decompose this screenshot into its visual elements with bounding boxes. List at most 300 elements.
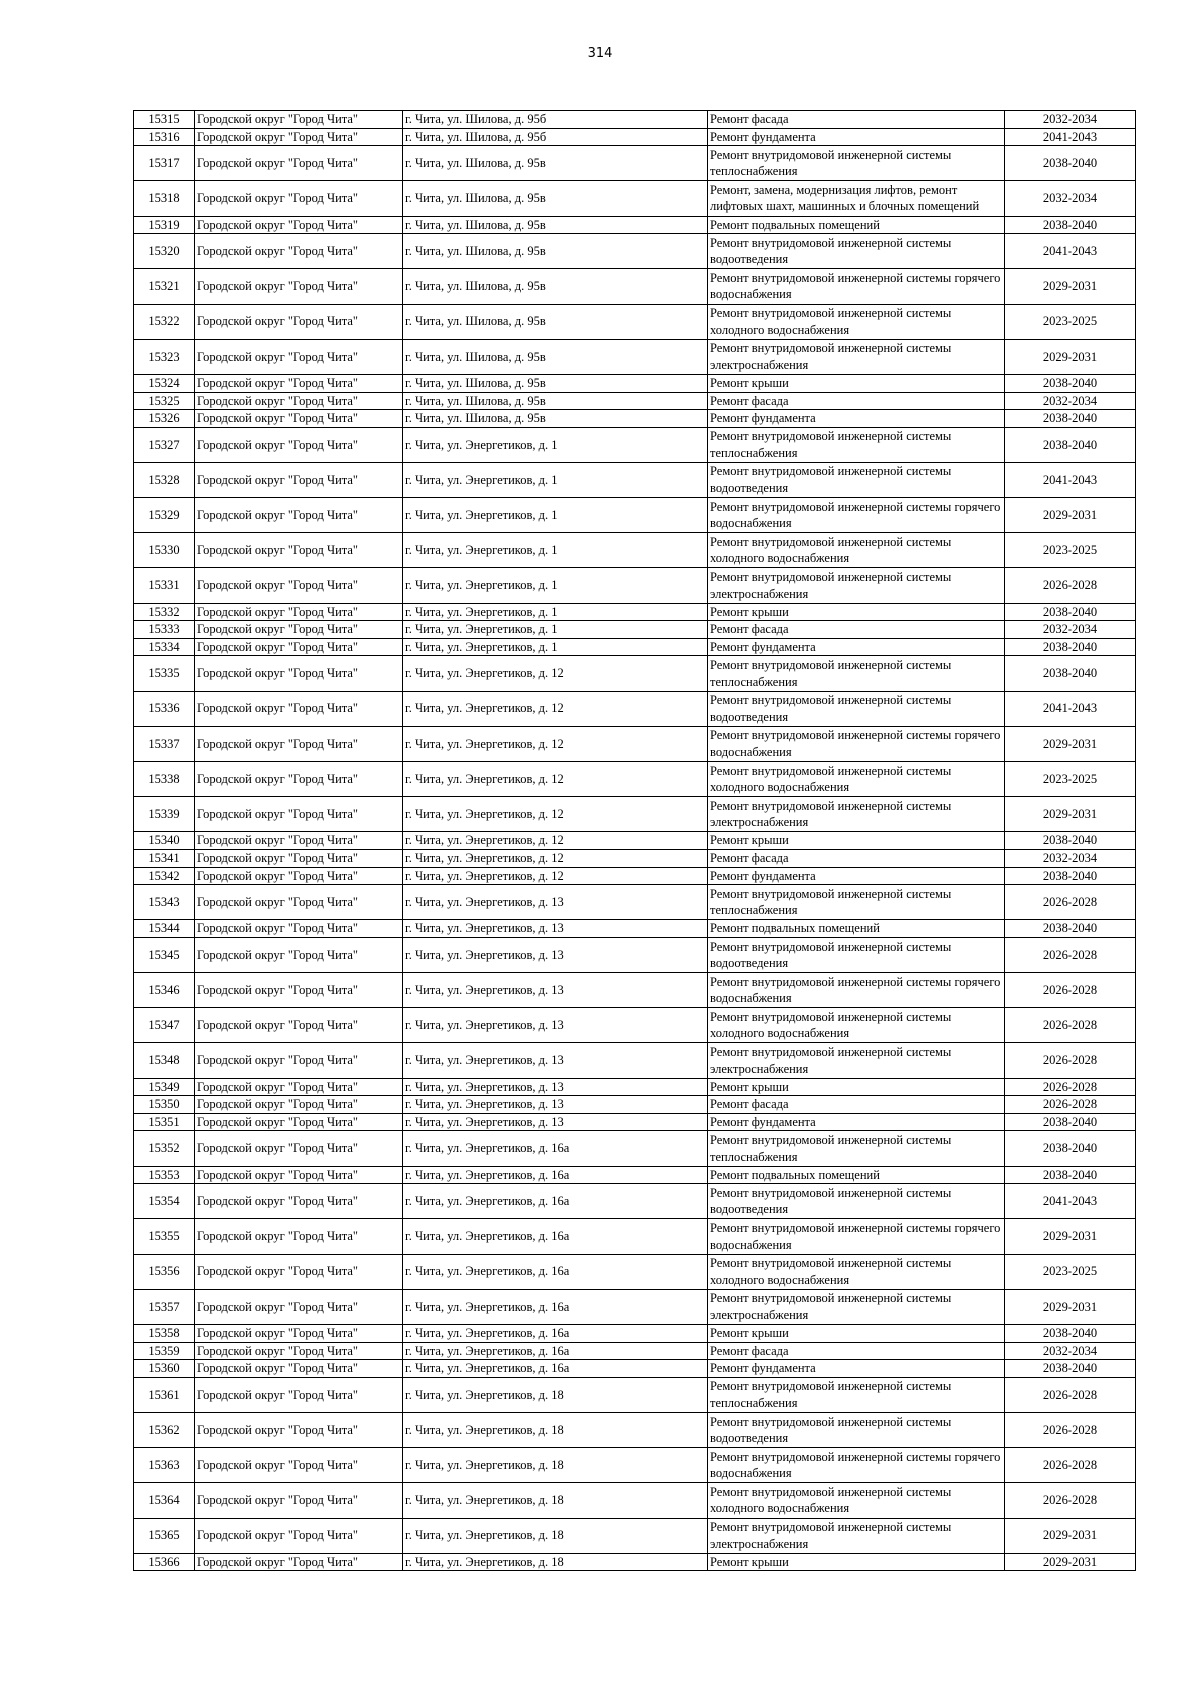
cell-number: 15342 [134, 867, 195, 885]
cell-municipality: Городской округ "Город Чита" [195, 304, 403, 339]
cell-period: 2026-2028 [1005, 1412, 1136, 1447]
cell-municipality: Городской округ "Город Чита" [195, 146, 403, 181]
table-row [134, 1483, 1136, 1518]
cell-period: 2032-2034 [1005, 392, 1136, 410]
cell-period: 2038-2040 [1005, 427, 1136, 462]
cell-address: г. Чита, ул. Энергетиков, д. 1 [403, 621, 708, 639]
table-row [134, 1219, 1136, 1254]
cell-work-type: Ремонт фундамента [708, 128, 1005, 146]
cell-period: 2038-2040 [1005, 1324, 1136, 1342]
table-row [134, 304, 1136, 339]
cell-period: 2032-2034 [1005, 1342, 1136, 1360]
repair-schedule-table [133, 110, 1136, 1571]
table-row [134, 920, 1136, 938]
cell-municipality: Городской округ "Город Чита" [195, 1113, 403, 1131]
cell-number: 15321 [134, 269, 195, 304]
cell-work-type: Ремонт внутридомовой инженерной системы холодного водоснабжения [708, 1008, 1005, 1043]
cell-municipality: Городской округ "Город Чита" [195, 1043, 403, 1078]
cell-municipality: Городской округ "Город Чита" [195, 885, 403, 920]
cell-period: 2038-2040 [1005, 832, 1136, 850]
cell-number: 15354 [134, 1184, 195, 1219]
cell-number: 15317 [134, 146, 195, 181]
table-row [134, 1113, 1136, 1131]
table-row [134, 498, 1136, 533]
cell-number: 15315 [134, 111, 195, 129]
cell-period: 2038-2040 [1005, 216, 1136, 234]
cell-period: 2026-2028 [1005, 1377, 1136, 1412]
table-row [134, 1043, 1136, 1078]
cell-work-type: Ремонт внутридомовой инженерной системы теплоснабжения [708, 656, 1005, 691]
cell-municipality: Городской округ "Город Чита" [195, 691, 403, 726]
cell-municipality: Городской округ "Город Чита" [195, 128, 403, 146]
cell-period: 2038-2040 [1005, 1360, 1136, 1378]
cell-work-type: Ремонт внутридомовой инженерной системы холодного водоснабжения [708, 533, 1005, 568]
cell-work-type: Ремонт внутридомовой инженерной системы водоотведения [708, 234, 1005, 269]
cell-work-type: Ремонт внутридомовой инженерной системы теплоснабжения [708, 146, 1005, 181]
cell-work-type: Ремонт фасада [708, 1096, 1005, 1114]
cell-number: 15345 [134, 937, 195, 972]
cell-period: 2032-2034 [1005, 111, 1136, 129]
cell-period: 2032-2034 [1005, 849, 1136, 867]
cell-municipality: Городской округ "Город Чита" [195, 498, 403, 533]
cell-number: 15349 [134, 1078, 195, 1096]
cell-address: г. Чита, ул. Энергетиков, д. 1 [403, 427, 708, 462]
cell-address: г. Чита, ул. Энергетиков, д. 1 [403, 568, 708, 603]
cell-address: г. Чита, ул. Энергетиков, д. 16а [403, 1360, 708, 1378]
cell-number: 15320 [134, 234, 195, 269]
cell-municipality: Городской округ "Город Чита" [195, 1518, 403, 1553]
cell-municipality: Городской округ "Город Чита" [195, 216, 403, 234]
cell-municipality: Городской округ "Город Чита" [195, 867, 403, 885]
cell-municipality: Городской округ "Город Чита" [195, 638, 403, 656]
cell-address: г. Чита, ул. Энергетиков, д. 18 [403, 1553, 708, 1571]
table-row [134, 1360, 1136, 1378]
cell-period: 2029-2031 [1005, 1518, 1136, 1553]
cell-work-type: Ремонт внутридомовой инженерной системы горячего водоснабжения [708, 973, 1005, 1008]
cell-address: г. Чита, ул. Энергетиков, д. 12 [403, 726, 708, 761]
table-row [134, 1324, 1136, 1342]
cell-address: г. Чита, ул. Энергетиков, д. 13 [403, 1043, 708, 1078]
cell-number: 15346 [134, 973, 195, 1008]
table-row [134, 937, 1136, 972]
table-row [134, 128, 1136, 146]
cell-period: 2041-2043 [1005, 234, 1136, 269]
cell-municipality: Городской округ "Город Чита" [195, 656, 403, 691]
cell-period: 2038-2040 [1005, 1113, 1136, 1131]
cell-period: 2026-2028 [1005, 1096, 1136, 1114]
cell-period: 2023-2025 [1005, 761, 1136, 796]
table-row [134, 111, 1136, 129]
cell-period: 2026-2028 [1005, 1078, 1136, 1096]
cell-number: 15337 [134, 726, 195, 761]
table-row [134, 181, 1136, 216]
cell-municipality: Городской округ "Город Чита" [195, 1324, 403, 1342]
cell-work-type: Ремонт крыши [708, 374, 1005, 392]
cell-work-type: Ремонт внутридомовой инженерной системы электроснабжения [708, 1518, 1005, 1553]
table-row [134, 849, 1136, 867]
cell-number: 15328 [134, 462, 195, 497]
cell-work-type: Ремонт внутридомовой инженерной системы электроснабжения [708, 568, 1005, 603]
cell-period: 2038-2040 [1005, 146, 1136, 181]
cell-address: г. Чита, ул. Шилова, д. 95в [403, 339, 708, 374]
cell-municipality: Городской округ "Город Чита" [195, 1184, 403, 1219]
table-row [134, 1448, 1136, 1483]
cell-period: 2038-2040 [1005, 638, 1136, 656]
cell-work-type: Ремонт внутридомовой инженерной системы электроснабжения [708, 797, 1005, 832]
cell-municipality: Городской округ "Город Чита" [195, 973, 403, 1008]
table-row [134, 1166, 1136, 1184]
cell-address: г. Чита, ул. Энергетиков, д. 16а [403, 1166, 708, 1184]
table-row [134, 691, 1136, 726]
cell-address: г. Чита, ул. Энергетиков, д. 18 [403, 1448, 708, 1483]
cell-address: г. Чита, ул. Шилова, д. 95в [403, 410, 708, 428]
cell-work-type: Ремонт фундамента [708, 1113, 1005, 1131]
cell-number: 15361 [134, 1377, 195, 1412]
cell-number: 15340 [134, 832, 195, 850]
cell-work-type: Ремонт внутридомовой инженерной системы горячего водоснабжения [708, 1219, 1005, 1254]
cell-work-type: Ремонт внутридомовой инженерной системы водоотведения [708, 462, 1005, 497]
cell-period: 2032-2034 [1005, 181, 1136, 216]
cell-period: 2029-2031 [1005, 269, 1136, 304]
cell-address: г. Чита, ул. Шилова, д. 95в [403, 304, 708, 339]
cell-number: 15336 [134, 691, 195, 726]
cell-address: г. Чита, ул. Шилова, д. 95б [403, 111, 708, 129]
cell-address: г. Чита, ул. Энергетиков, д. 12 [403, 849, 708, 867]
cell-work-type: Ремонт крыши [708, 1324, 1005, 1342]
table-row [134, 568, 1136, 603]
cell-number: 15327 [134, 427, 195, 462]
table-row [134, 638, 1136, 656]
table-row [134, 1518, 1136, 1553]
cell-municipality: Городской округ "Город Чита" [195, 181, 403, 216]
cell-address: г. Чита, ул. Энергетиков, д. 16а [403, 1131, 708, 1166]
table-row [134, 1289, 1136, 1324]
cell-number: 15318 [134, 181, 195, 216]
cell-period: 2029-2031 [1005, 498, 1136, 533]
table-row [134, 462, 1136, 497]
cell-number: 15363 [134, 1448, 195, 1483]
cell-work-type: Ремонт внутридомовой инженерной системы водоотведения [708, 691, 1005, 726]
cell-address: г. Чита, ул. Энергетиков, д. 12 [403, 867, 708, 885]
cell-period: 2041-2043 [1005, 128, 1136, 146]
cell-number: 15326 [134, 410, 195, 428]
cell-address: г. Чита, ул. Энергетиков, д. 13 [403, 1008, 708, 1043]
cell-period: 2026-2028 [1005, 1448, 1136, 1483]
cell-work-type: Ремонт внутридомовой инженерной системы электроснабжения [708, 1289, 1005, 1324]
cell-municipality: Городской округ "Город Чита" [195, 1166, 403, 1184]
cell-number: 15359 [134, 1342, 195, 1360]
cell-municipality: Городской округ "Город Чита" [195, 603, 403, 621]
cell-work-type: Ремонт фундамента [708, 1360, 1005, 1378]
cell-period: 2038-2040 [1005, 656, 1136, 691]
cell-work-type: Ремонт подвальных помещений [708, 920, 1005, 938]
cell-period: 2029-2031 [1005, 1553, 1136, 1571]
cell-number: 15352 [134, 1131, 195, 1166]
cell-number: 15360 [134, 1360, 195, 1378]
cell-number: 15323 [134, 339, 195, 374]
table-row [134, 1008, 1136, 1043]
cell-work-type: Ремонт крыши [708, 603, 1005, 621]
cell-period: 2026-2028 [1005, 973, 1136, 1008]
cell-municipality: Городской округ "Город Чита" [195, 374, 403, 392]
cell-municipality: Городской округ "Город Чита" [195, 1289, 403, 1324]
table-row [134, 339, 1136, 374]
table-row [134, 1254, 1136, 1289]
cell-address: г. Чита, ул. Шилова, д. 95в [403, 216, 708, 234]
cell-address: г. Чита, ул. Энергетиков, д. 13 [403, 973, 708, 1008]
cell-address: г. Чита, ул. Энергетиков, д. 16а [403, 1289, 708, 1324]
cell-number: 15324 [134, 374, 195, 392]
cell-number: 15330 [134, 533, 195, 568]
cell-municipality: Городской округ "Город Чита" [195, 1254, 403, 1289]
cell-number: 15333 [134, 621, 195, 639]
cell-municipality: Городской округ "Город Чита" [195, 761, 403, 796]
cell-number: 15348 [134, 1043, 195, 1078]
table-row [134, 1377, 1136, 1412]
cell-number: 15322 [134, 304, 195, 339]
cell-period: 2038-2040 [1005, 1166, 1136, 1184]
cell-period: 2038-2040 [1005, 867, 1136, 885]
cell-work-type: Ремонт внутридомовой инженерной системы электроснабжения [708, 1043, 1005, 1078]
cell-municipality: Городской округ "Город Чита" [195, 533, 403, 568]
cell-work-type: Ремонт крыши [708, 1553, 1005, 1571]
table-row [134, 885, 1136, 920]
cell-period: 2026-2028 [1005, 1043, 1136, 1078]
cell-period: 2032-2034 [1005, 621, 1136, 639]
cell-municipality: Городской округ "Город Чита" [195, 1342, 403, 1360]
cell-address: г. Чита, ул. Энергетиков, д. 18 [403, 1483, 708, 1518]
cell-address: г. Чита, ул. Энергетиков, д. 16а [403, 1254, 708, 1289]
cell-number: 15347 [134, 1008, 195, 1043]
table-row [134, 374, 1136, 392]
cell-work-type: Ремонт внутридомовой инженерной системы водоотведения [708, 1184, 1005, 1219]
cell-period: 2041-2043 [1005, 1184, 1136, 1219]
table-row [134, 656, 1136, 691]
cell-period: 2041-2043 [1005, 691, 1136, 726]
cell-period: 2023-2025 [1005, 304, 1136, 339]
cell-address: г. Чита, ул. Энергетиков, д. 1 [403, 533, 708, 568]
table-row [134, 603, 1136, 621]
cell-work-type: Ремонт фасада [708, 849, 1005, 867]
cell-municipality: Городской округ "Город Чита" [195, 111, 403, 129]
cell-number: 15316 [134, 128, 195, 146]
table-row [134, 146, 1136, 181]
cell-period: 2029-2031 [1005, 339, 1136, 374]
cell-period: 2026-2028 [1005, 1008, 1136, 1043]
table-row [134, 621, 1136, 639]
cell-work-type: Ремонт внутридомовой инженерной системы горячего водоснабжения [708, 1448, 1005, 1483]
cell-work-type: Ремонт фундамента [708, 638, 1005, 656]
cell-work-type: Ремонт фасада [708, 621, 1005, 639]
cell-municipality: Городской округ "Город Чита" [195, 849, 403, 867]
cell-municipality: Городской округ "Город Чита" [195, 339, 403, 374]
cell-municipality: Городской округ "Город Чита" [195, 1553, 403, 1571]
cell-address: г. Чита, ул. Энергетиков, д. 12 [403, 761, 708, 796]
cell-municipality: Городской округ "Город Чита" [195, 234, 403, 269]
cell-municipality: Городской округ "Город Чита" [195, 1131, 403, 1166]
cell-period: 2023-2025 [1005, 1254, 1136, 1289]
table-row [134, 533, 1136, 568]
table-row [134, 392, 1136, 410]
cell-address: г. Чита, ул. Энергетиков, д. 13 [403, 937, 708, 972]
cell-municipality: Городской округ "Город Чита" [195, 1008, 403, 1043]
cell-number: 15331 [134, 568, 195, 603]
cell-address: г. Чита, ул. Шилова, д. 95в [403, 181, 708, 216]
cell-address: г. Чита, ул. Энергетиков, д. 13 [403, 1113, 708, 1131]
cell-address: г. Чита, ул. Энергетиков, д. 12 [403, 691, 708, 726]
cell-address: г. Чита, ул. Энергетиков, д. 18 [403, 1377, 708, 1412]
cell-address: г. Чита, ул. Энергетиков, д. 12 [403, 797, 708, 832]
cell-municipality: Городской округ "Город Чита" [195, 269, 403, 304]
cell-period: 2029-2031 [1005, 1219, 1136, 1254]
table-row [134, 410, 1136, 428]
table-row [134, 234, 1136, 269]
cell-address: г. Чита, ул. Энергетиков, д. 12 [403, 656, 708, 691]
cell-address: г. Чита, ул. Энергетиков, д. 13 [403, 920, 708, 938]
cell-period: 2029-2031 [1005, 797, 1136, 832]
cell-address: г. Чита, ул. Энергетиков, д. 16а [403, 1219, 708, 1254]
cell-work-type: Ремонт внутридомовой инженерной системы горячего водоснабжения [708, 726, 1005, 761]
cell-municipality: Городской округ "Город Чита" [195, 832, 403, 850]
cell-address: г. Чита, ул. Энергетиков, д. 1 [403, 603, 708, 621]
cell-municipality: Городской округ "Город Чита" [195, 462, 403, 497]
cell-address: г. Чита, ул. Энергетиков, д. 1 [403, 638, 708, 656]
cell-period: 2038-2040 [1005, 410, 1136, 428]
cell-address: г. Чита, ул. Шилова, д. 95в [403, 392, 708, 410]
cell-address: г. Чита, ул. Энергетиков, д. 13 [403, 1078, 708, 1096]
cell-address: г. Чита, ул. Шилова, д. 95в [403, 374, 708, 392]
cell-work-type: Ремонт фасада [708, 392, 1005, 410]
cell-address: г. Чита, ул. Энергетиков, д. 16а [403, 1342, 708, 1360]
cell-work-type: Ремонт внутридомовой инженерной системы холодного водоснабжения [708, 1254, 1005, 1289]
cell-municipality: Городской округ "Город Чита" [195, 621, 403, 639]
cell-address: г. Чита, ул. Энергетиков, д. 13 [403, 885, 708, 920]
cell-period: 2026-2028 [1005, 885, 1136, 920]
cell-number: 15335 [134, 656, 195, 691]
cell-number: 15329 [134, 498, 195, 533]
cell-address: г. Чита, ул. Шилова, д. 95б [403, 128, 708, 146]
cell-work-type: Ремонт внутридомовой инженерной системы водоотведения [708, 1412, 1005, 1447]
cell-address: г. Чита, ул. Шилова, д. 95в [403, 146, 708, 181]
cell-address: г. Чита, ул. Энергетиков, д. 18 [403, 1412, 708, 1447]
cell-number: 15325 [134, 392, 195, 410]
cell-address: г. Чита, ул. Энергетиков, д. 16а [403, 1184, 708, 1219]
cell-period: 2029-2031 [1005, 1289, 1136, 1324]
cell-municipality: Городской округ "Город Чита" [195, 1483, 403, 1518]
cell-period: 2023-2025 [1005, 533, 1136, 568]
cell-number: 15358 [134, 1324, 195, 1342]
cell-municipality: Городской округ "Город Чита" [195, 797, 403, 832]
cell-period: 2026-2028 [1005, 937, 1136, 972]
cell-number: 15319 [134, 216, 195, 234]
cell-number: 15341 [134, 849, 195, 867]
cell-number: 15344 [134, 920, 195, 938]
cell-work-type: Ремонт подвальных помещений [708, 216, 1005, 234]
cell-work-type: Ремонт внутридомовой инженерной системы горячего водоснабжения [708, 498, 1005, 533]
cell-municipality: Городской округ "Город Чита" [195, 1096, 403, 1114]
table-row [134, 726, 1136, 761]
table-row [134, 1553, 1136, 1571]
table-row [134, 1412, 1136, 1447]
cell-municipality: Городской округ "Город Чита" [195, 1448, 403, 1483]
cell-number: 15366 [134, 1553, 195, 1571]
cell-number: 15350 [134, 1096, 195, 1114]
cell-work-type: Ремонт внутридомовой инженерной системы теплоснабжения [708, 885, 1005, 920]
cell-period: 2026-2028 [1005, 1483, 1136, 1518]
cell-work-type: Ремонт внутридомовой инженерной системы горячего водоснабжения [708, 269, 1005, 304]
cell-work-type: Ремонт крыши [708, 1078, 1005, 1096]
page-number: 314 [587, 46, 613, 61]
cell-municipality: Городской округ "Город Чита" [195, 1078, 403, 1096]
cell-municipality: Городской округ "Город Чита" [195, 1360, 403, 1378]
cell-number: 15338 [134, 761, 195, 796]
cell-municipality: Городской округ "Город Чита" [195, 920, 403, 938]
cell-address: г. Чита, ул. Энергетиков, д. 12 [403, 832, 708, 850]
cell-address: г. Чита, ул. Энергетиков, д. 18 [403, 1518, 708, 1553]
cell-work-type: Ремонт внутридомовой инженерной системы холодного водоснабжения [708, 761, 1005, 796]
table-row [134, 832, 1136, 850]
cell-work-type: Ремонт внутридомовой инженерной системы холодного водоснабжения [708, 304, 1005, 339]
cell-address: г. Чита, ул. Шилова, д. 95в [403, 234, 708, 269]
cell-number: 15343 [134, 885, 195, 920]
cell-work-type: Ремонт внутридомовой инженерной системы теплоснабжения [708, 1377, 1005, 1412]
cell-work-type: Ремонт фасада [708, 1342, 1005, 1360]
cell-work-type: Ремонт внутридомовой инженерной системы электроснабжения [708, 339, 1005, 374]
table-row [134, 1184, 1136, 1219]
table-row [134, 797, 1136, 832]
cell-work-type: Ремонт внутридомовой инженерной системы теплоснабжения [708, 427, 1005, 462]
cell-municipality: Городской округ "Город Чита" [195, 568, 403, 603]
cell-period: 2038-2040 [1005, 603, 1136, 621]
cell-number: 15339 [134, 797, 195, 832]
table-body [134, 111, 1136, 1571]
cell-work-type: Ремонт внутридомовой инженерной системы теплоснабжения [708, 1131, 1005, 1166]
cell-number: 15364 [134, 1483, 195, 1518]
table-row [134, 1342, 1136, 1360]
cell-number: 15355 [134, 1219, 195, 1254]
cell-address: г. Чита, ул. Энергетиков, д. 16а [403, 1324, 708, 1342]
cell-work-type: Ремонт внутридомовой инженерной системы водоотведения [708, 937, 1005, 972]
cell-municipality: Городской округ "Город Чита" [195, 1219, 403, 1254]
table-row [134, 1131, 1136, 1166]
cell-period: 2029-2031 [1005, 726, 1136, 761]
cell-number: 15332 [134, 603, 195, 621]
cell-period: 2038-2040 [1005, 1131, 1136, 1166]
table-row [134, 216, 1136, 234]
table-row [134, 269, 1136, 304]
cell-period: 2038-2040 [1005, 920, 1136, 938]
cell-address: г. Чита, ул. Энергетиков, д. 1 [403, 498, 708, 533]
cell-work-type: Ремонт фундамента [708, 410, 1005, 428]
cell-period: 2038-2040 [1005, 374, 1136, 392]
cell-address: г. Чита, ул. Шилова, д. 95в [403, 269, 708, 304]
cell-work-type: Ремонт подвальных помещений [708, 1166, 1005, 1184]
cell-period: 2041-2043 [1005, 462, 1136, 497]
cell-work-type: Ремонт, замена, модернизация лифтов, ремонт лифтовых шахт, машинных и блочных помещений [708, 181, 1005, 216]
cell-number: 15351 [134, 1113, 195, 1131]
table-row [134, 1096, 1136, 1114]
cell-number: 15362 [134, 1412, 195, 1447]
cell-municipality: Городской округ "Город Чита" [195, 1377, 403, 1412]
cell-municipality: Городской округ "Город Чита" [195, 392, 403, 410]
table-row [134, 973, 1136, 1008]
cell-number: 15334 [134, 638, 195, 656]
cell-number: 15353 [134, 1166, 195, 1184]
cell-work-type: Ремонт фундамента [708, 867, 1005, 885]
cell-number: 15357 [134, 1289, 195, 1324]
cell-work-type: Ремонт внутридомовой инженерной системы холодного водоснабжения [708, 1483, 1005, 1518]
cell-address: г. Чита, ул. Энергетиков, д. 13 [403, 1096, 708, 1114]
